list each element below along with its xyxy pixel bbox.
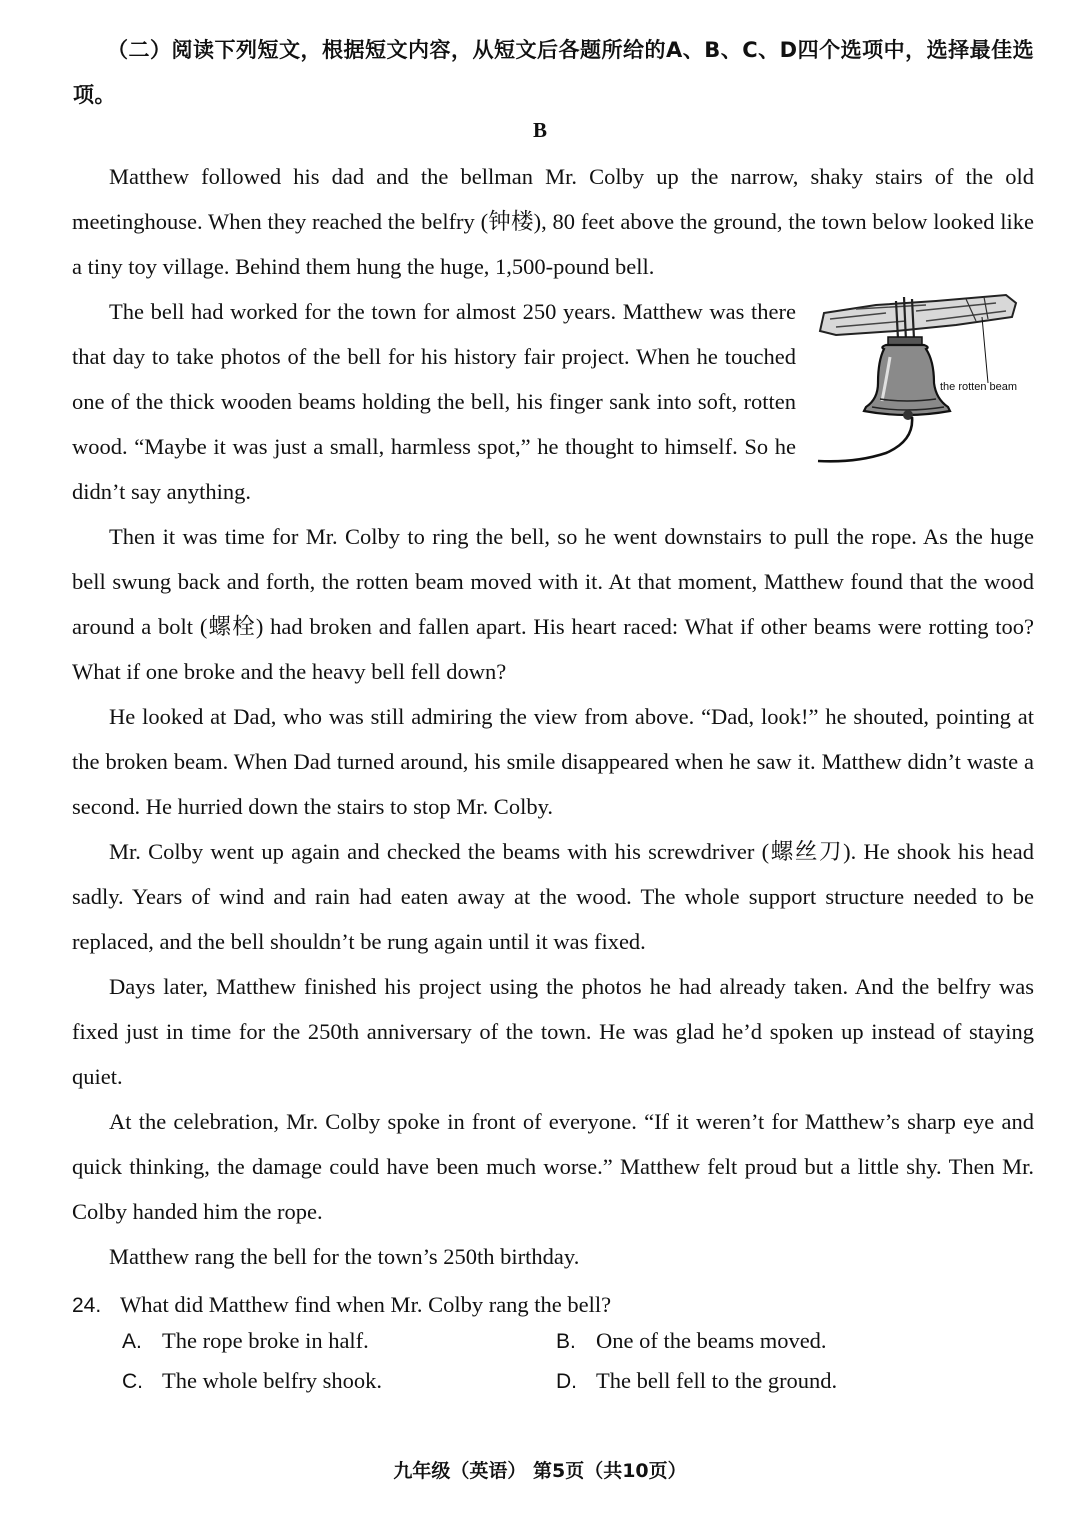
answer-options <box>122 1328 1032 1394</box>
option-b[interactable] <box>556 1328 986 1354</box>
paragraph-5: Mr. Colby went up again and checked the beams with his screwdriver (螺丝刀). He shook his head sadly. Years of wind and rain had eaten away at the wood. The whole support structure needed to be replaced, and the bell shouldn’t be rung again until it was fixed. <box>72 839 1034 954</box>
passage-label: B <box>532 118 547 142</box>
question-stem <box>72 1292 1032 1318</box>
option-a[interactable] <box>122 1328 556 1354</box>
option-text: The rope broke in half. <box>162 1328 369 1353</box>
paragraph-6: Days later, Matthew finished his project using the photos he had already taken. And the belfry was fixed just in time for the 250th anniversary of the town. He was glad he’d spoken up instead of staying quiet. <box>72 974 1034 1089</box>
paragraph-2: The bell had worked for the town for almost 250 years. Matthew was there that day to take photos of the bell for his history fair project. When he touched one of the thick wooden beams holding the bell, his finger sank into soft, rotten wood. “Maybe it was just a small, harmless spot,” he thought to himself. So he didn’t say anything. <box>72 299 796 504</box>
paragraph-3: Then it was time for Mr. Colby to ring the bell, so he went downstairs to pull the rope. As the huge bell swung back and forth, the rotten beam moved with it. At that moment, Matthew found that the wood around a bolt (螺栓) had broken and fallen apart. His heart raced: What if other beams were rotting too? What if one broke and the heavy bell fell down? <box>72 524 1034 684</box>
question-text: What did Matthew find when Mr. Colby rang the bell? <box>120 1292 612 1317</box>
rotten-beam-label: the rotten beam <box>940 381 1018 393</box>
option-letter: B. <box>556 1330 576 1353</box>
option-letter: C. <box>122 1370 143 1393</box>
option-d[interactable] <box>556 1368 986 1394</box>
option-text: The whole belfry shook. <box>162 1368 382 1393</box>
question-24 <box>72 1292 1032 1394</box>
option-c[interactable] <box>122 1368 556 1394</box>
option-letter: A. <box>122 1330 142 1353</box>
passage-body <box>72 154 1034 1279</box>
paragraph-4: He looked at Dad, who was still admiring the view from above. “Dad, look!” he shouted, pointing at the broken beam. When Dad turned around, his smile disappeared when he saw it. Matthew didn’t waste a second. He hurried down the stairs to stop Mr. Colby. <box>72 704 1034 819</box>
option-text: One of the beams moved. <box>596 1328 827 1353</box>
paragraph-1: Matthew followed his dad and the bellman Mr. Colby up the narrow, shaky stairs of the old meetinghouse. When they reached the belfry (钟楼), 80 feet above the ground, the town below looked like a tiny toy village. Behind them hung the huge, 1,500-pound bell. <box>72 164 1034 279</box>
paragraph-8: Matthew rang the bell for the town’s 250th birthday. <box>109 1244 580 1269</box>
question-number: 24. <box>72 1294 102 1317</box>
option-letter: D. <box>556 1370 577 1393</box>
paragraph-7: At the celebration, Mr. Colby spoke in front of everyone. “If it weren’t for Matthew’s sharp eye and quick thinking, the damage could have been much worse.” Matthew felt proud but a little shy. Then Mr. Colby handed him the rope. <box>72 1109 1034 1224</box>
bell-illustration <box>816 291 1034 471</box>
section-instruction: （二）阅读下列短文，根据短文内容，从短文后各题所给的A、B、C、D四个选项中，选择最佳选项。 <box>73 38 1035 107</box>
page-footer: 九年级（英语） 第5页（共10页） <box>393 1460 687 1482</box>
option-text: The bell fell to the ground. <box>596 1368 838 1393</box>
